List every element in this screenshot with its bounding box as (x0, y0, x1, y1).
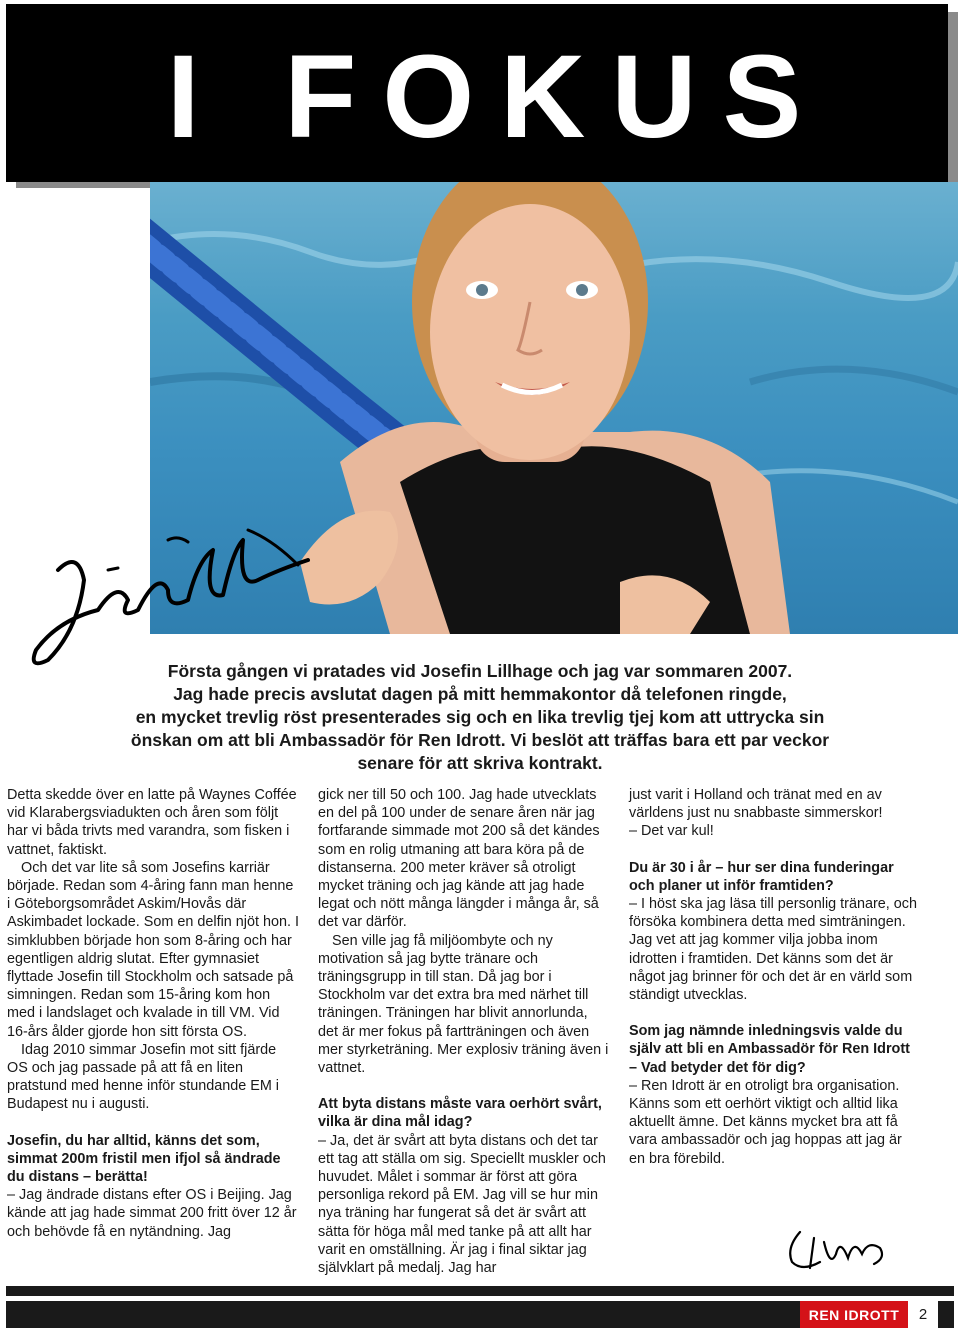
body-paragraph: Idag 2010 simmar Josefin mot sitt fjärde OS och jag passade på att få en liten pratstund med henne inför stundande EM i Budapest nu i augusti. (7, 1041, 279, 1113)
intro-line: en mycket trevlig röst presenterades sig och en lika trevlig tjej kom att uttrycka sin (135, 707, 825, 727)
intro-line: Jag hade precis avslutat dagen på mitt hemmakontor då telefonen ringde, (173, 684, 787, 704)
interview-answer: – Jag ändrade distans efter OS i Beijing. Jag kände att jag hade simmat 200 fritt över 12 år och behövde få en nytändning. Jag (7, 1187, 297, 1240)
interview-answer: – Ren Idrott är en otroligt bra organisation. Känns som ett oerhört viktigt och alltid lika aktuellt ämne. Det känns mycket bra att få vara ambassadör och jag hoppas att jag är en bra förebild. (629, 1077, 902, 1167)
signature-large (18, 510, 318, 680)
body-paragraph: Detta skedde över en latte på Waynes Coffée vid Klarabergsviadukten och åren som följt har vi båda trivts med varandra, som fisken i vattnet, faktiskt. (7, 787, 297, 858)
interview-question: Josefin, du har alltid, känns det som, simmat 200m fristil men ifjol så ändrade du distans – berätta! (7, 1132, 281, 1186)
body-paragraph: – Det var kul! (629, 823, 714, 840)
article-column-3 (629, 786, 921, 1168)
body-paragraph: Och det var lite så som Josefins karriär började. Redan som 4-åring fann man henne i Göteborgsområdet Askim/Hovås där Askimbadet lockade. Som en delfin njöt hon. I simklubben började hon som 8-åring och har egentligen aldrig slutat. Efter gymnasiet flyttade Josefin till Stockholm och satsade på simningen. Redan som 15-åring kom hon med i landslaget och kvalade in till VM. Vid 16-års ålder gjorde hon sitt första OS. (7, 859, 299, 1040)
footer-line (6, 1286, 954, 1296)
interview-question: Att byta distans måste vara oerhört svårt, vilka är dina mål idag? (318, 1096, 602, 1131)
article-column-1 (7, 786, 299, 1241)
interview-answer: – Ja, det är svårt att byta distans och det tar ett tag att ställa om sig. Speciellt muskler och huvudet. Målet i sommar är först att göra personliga rekord på EM. Jag vill se hur min nya träning har fungerat så det är svårt att sätta för höga mål med tanke på att allt har varit en omställning. Är jag i final siktar jag självklart på medalj. Jag har (318, 1132, 606, 1277)
interview-answer: – I höst ska jag läsa till personlig tränare, och försöka kombinera detta med simträningen. Jag vet att jag kommer vilja jobba inom idrotten i framtiden. Det känns som det är något jag brinner för och det är en värld som ständigt utvecklas. (629, 896, 917, 1004)
page-number: 2 (908, 1301, 938, 1328)
body-paragraph: gick ner till 50 och 100. Jag hade utvecklats en del på 100 under de senare åren när jag fortfarande simmade mot 200 så det kändes som en rolig utmaning att bara köra på de distanserna. 200 meter kräver så otroligt mycket träning och jag kände att jag hade legat och nött många längder i många år, så det var därför. (318, 787, 600, 931)
intro-paragraph (100, 660, 860, 775)
footer-brand: REN IDROTT (800, 1301, 908, 1328)
intro-line: Första gången vi pratades vid Josefin Lillhage och jag var sommaren 2007. (167, 661, 793, 681)
body-paragraph: just varit i Holland och tränat med en av världens just nu snabbaste simmerskor! (629, 787, 883, 822)
header-banner (6, 4, 948, 182)
body-paragraph: Sen ville jag få miljöombyte och ny motivation så jag bytte tränare och träningsgrupp in till stan. Då jag bor i Stockholm var det extra bra med närhet till träningen. Träningen har blivit annorlunda, det är mer fokus på fartträningen och även mer styrketräning. Mer explosiv träning även i vattnet. (318, 932, 609, 1077)
article-column-2 (318, 786, 610, 1277)
intro-line: senare för att skriva kontrakt. (357, 753, 603, 773)
interview-question: Som jag nämnde inledningsvis valde du själv att bli en Ambassadör för Ren Idrott – Vad betyder det för dig? (629, 1023, 910, 1076)
page-title: I FOKUS (166, 31, 828, 163)
intro-line: önskan om att bli Ambassadör för Ren Idrott. Vi beslöt att träffas bara ett par veckor (130, 730, 830, 750)
interview-question: Du är 30 i år – hur ser dina funderingar och planer ut inför framtiden? (629, 859, 894, 894)
signature-small (780, 1218, 890, 1278)
